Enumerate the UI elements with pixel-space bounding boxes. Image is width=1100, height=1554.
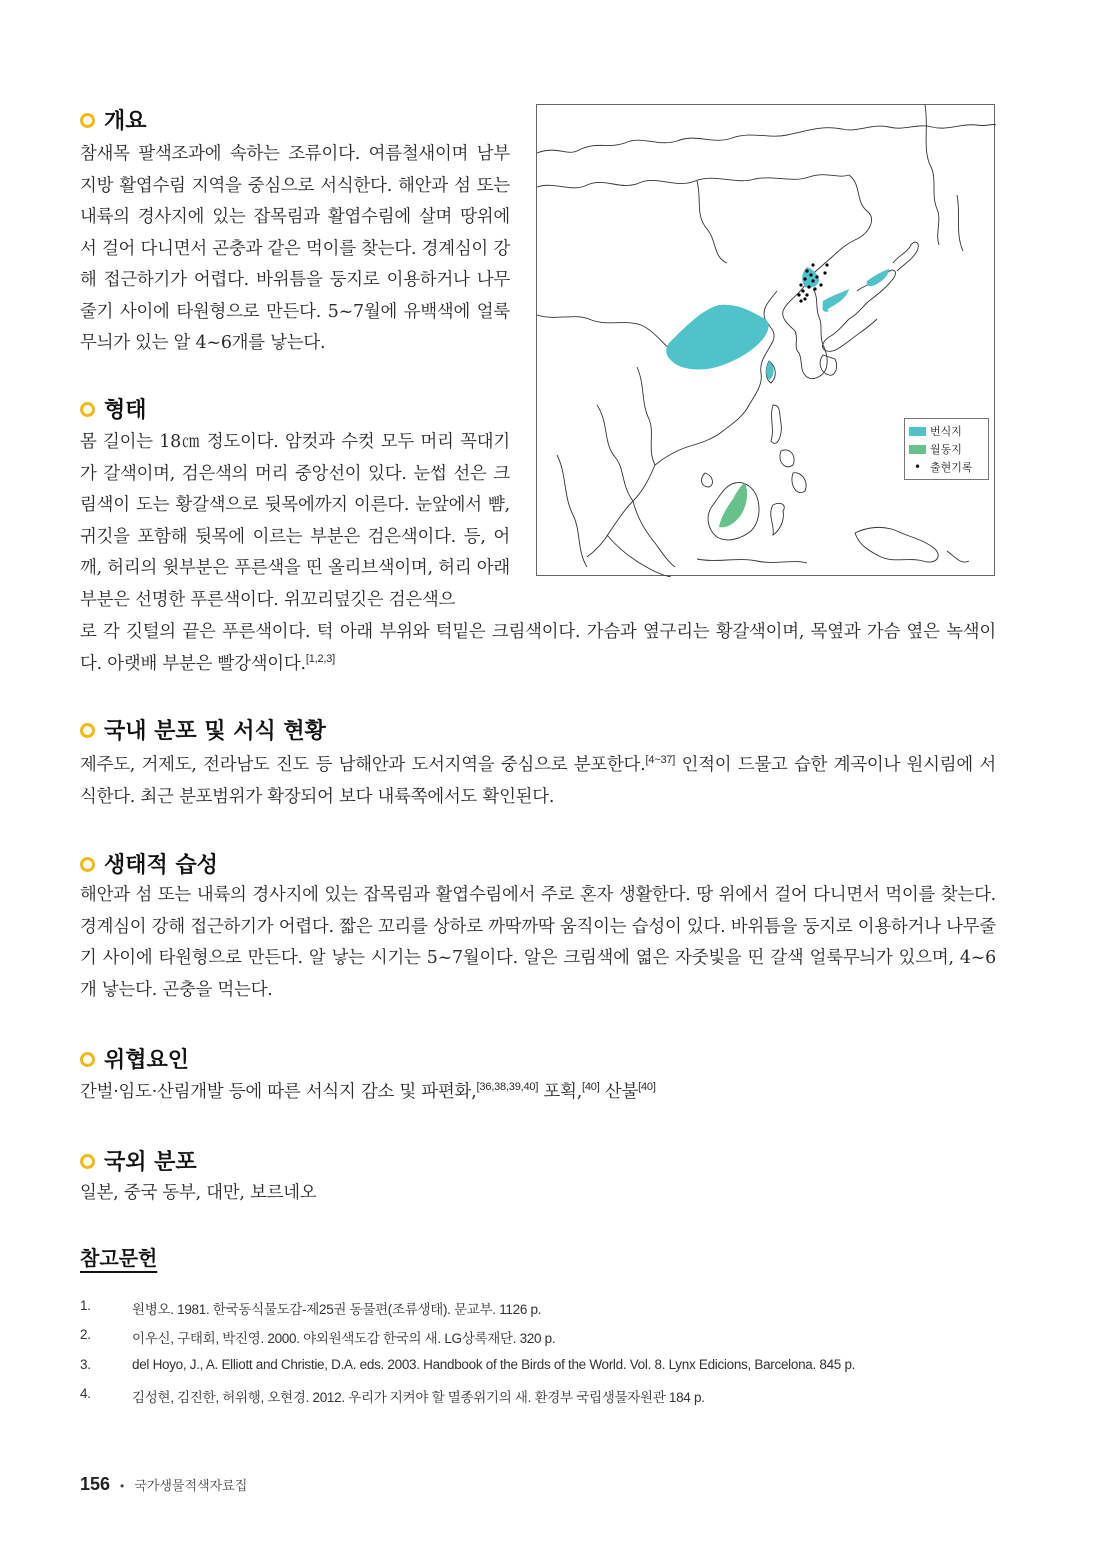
section-heading-threats [80,1043,189,1074]
book-title: 국가생물적색자료집 [134,1478,248,1493]
reference-item [80,1357,996,1372]
page-footer [80,1474,247,1495]
legend-label: 번식지 [930,425,962,438]
domestic-text: 제주도, 거제도, 전라남도 진도 등 남해안과 도서지역을 중심으로 분포한다. [80,755,646,775]
heading-text: 형태 [104,398,147,423]
threats-text: 포획, [538,1082,583,1102]
reference-item [80,1327,996,1347]
legend-item-record [909,458,984,476]
wintering-swatch [909,445,926,454]
record-dot-icon: • [913,460,922,474]
reference-item [80,1298,996,1318]
section-heading-ecology [80,848,218,879]
section-heading-domestic [80,714,326,745]
citation: [36,38,39,40] [476,1081,539,1093]
morphology-text: 로 각 깃털의 끝은 푸른색이다. 턱 아래 부위와 턱밑은 크림색이다. 가슴과 옆구리는 황갈색이며, 목옆과 가슴 옆은 녹색이다. 아랫배 부분은 빨강색이다. [80,622,996,674]
section-heading-morphology [80,393,147,424]
reference-number: 2. [80,1327,91,1342]
circle-bullet-icon [80,1052,95,1067]
heading-text: 국내 분포 및 서식 현황 [104,719,326,744]
breeding-range-china [666,305,768,370]
legend-label: 출현기록 [930,461,973,474]
domestic-text: 인적이 드물고 습한 계곡이나 원시림에 서식한다. 최근 분포범위가 확장되어 보다 내륙쪽에서도 확인된다. [80,755,996,807]
circle-bullet-icon [80,113,95,128]
breeding-range-honshu [867,269,889,286]
circle-bullet-icon [80,1154,95,1169]
citation: [1,2,3] [305,652,336,665]
domestic-paragraph [80,750,996,813]
morphology-paragraph-wide [80,617,996,680]
threats-text: 산불 [599,1082,639,1102]
reference-number: 4. [80,1386,91,1401]
reference-item [80,1386,996,1406]
breeding-range-kyushu [823,289,849,309]
map-legend [904,418,989,480]
references-title: 참고문헌 [80,1246,158,1270]
legend-item-breeding [909,422,984,440]
reference-text: 원병오. 1981. 한국동식물도감-제25권 동물편(조류생태). 문교부. 1126 p. [132,1302,542,1317]
reference-text: del Hoyo, J., A. Elliott and Christie, D.A. eds. 2003. Handbook of the Birds of the World. Vol. 8. Lynx Edicions, Barcelona. 845 p. [132,1357,856,1372]
circle-bullet-icon [80,402,95,417]
map-graphic [537,105,996,577]
heading-text: 국외 분포 [104,1150,197,1175]
heading-text: 개요 [104,109,147,134]
wintering-range-borneo [719,483,747,527]
citation: [40] [582,1081,600,1093]
morphology-paragraph-narrow: 몸 길이는 18㎝ 정도이다. 암컷과 수컷 모두 머리 꼭대기가 갈색이며, 검은색의 머리 중앙선이 있다. 눈썹 선은 크림색이 도는 황갈색으로 뒷목에까지 이른다. 눈앞에서 뺨, 귀깃을 포함해 뒷목에 이르는 부분은 검은색이다. 등, 어깨, 허리의 윗부분은 푸른색을 띤 올리브색이며, 허리 아래 부분은 선명한 푸른색이다. 위꼬리덮깃은 검은색으 [80,432,510,610]
threats-paragraph [80,1077,996,1109]
legend-label: 월동지 [930,443,962,456]
distribution-map [536,104,995,576]
page-number: 156 [80,1474,111,1494]
reference-text: 이우신, 구태회, 박진영. 2000. 야외원색도감 한국의 새. LG상록재단. 320 p. [132,1331,556,1346]
heading-text: 생태적 습성 [104,853,218,878]
footer-separator: • [120,1479,125,1493]
legend-item-wintering [909,440,984,458]
section-heading-overseas [80,1145,197,1176]
ecology-paragraph: 해안과 섬 또는 내륙의 경사지에 있는 잡목림과 활엽수림에서 주로 혼자 생활한다. 땅 위에서 걸어 다니면서 먹이를 찾는다. 경계심이 강해 접근하기가 어렵다. 짧은 꼬리를 상하로 까딱까딱 움직이는 습성이 있다. 바위틈을 둥지로 이용하거나 나무줄기 사이에 타원형으로 만든다. 알 낳는 시기는 5~7월이다. 알은 크림색에 엷은 자줏빛을 띤 갈색 얼룩무늬가 있으며, 4~6개 낳는다. 곤충을 먹는다. [80,885,996,1000]
reference-number: 1. [80,1298,91,1313]
threats-text: 간벌·임도·산림개발 등에 따른 서식지 감소 및 파편화, [80,1082,477,1102]
reference-number: 3. [80,1357,91,1372]
coastlines [537,105,996,577]
heading-text: 위협요인 [104,1048,190,1073]
section-heading-overview [80,104,147,135]
citation: [40] [638,1081,656,1093]
circle-bullet-icon [80,857,95,872]
overview-paragraph: 참새목 팔색조과에 속하는 조류이다. 여름철새이며 남부지방 활엽수림 지역을 중심으로 서식한다. 해안과 섬 또는 내륙의 경사지에 있는 잡목림과 활엽수림에 살며 땅위에서 걸어 다니면서 곤충과 같은 먹이를 찾는다. 경계심이 강해 접근하기가 어렵다. 바위틈을 둥지로 이용하거나 나무줄기 사이에 타원형으로 만든다. 5~7월에 유백색에 얼룩무늬가 있는 알 4~6개를 낳는다. [80,144,510,353]
reference-text: 김성현, 김진한, 허위행, 오현경. 2012. 우리가 지켜야 할 멸종위기의 새. 환경부 국립생물자원관 184 p. [132,1390,705,1405]
circle-bullet-icon [80,723,95,738]
citation: [4~37] [645,754,676,766]
breeding-swatch [909,427,926,436]
overseas-paragraph: 일본, 중국 동부, 대만, 보르네오 [80,1183,317,1203]
